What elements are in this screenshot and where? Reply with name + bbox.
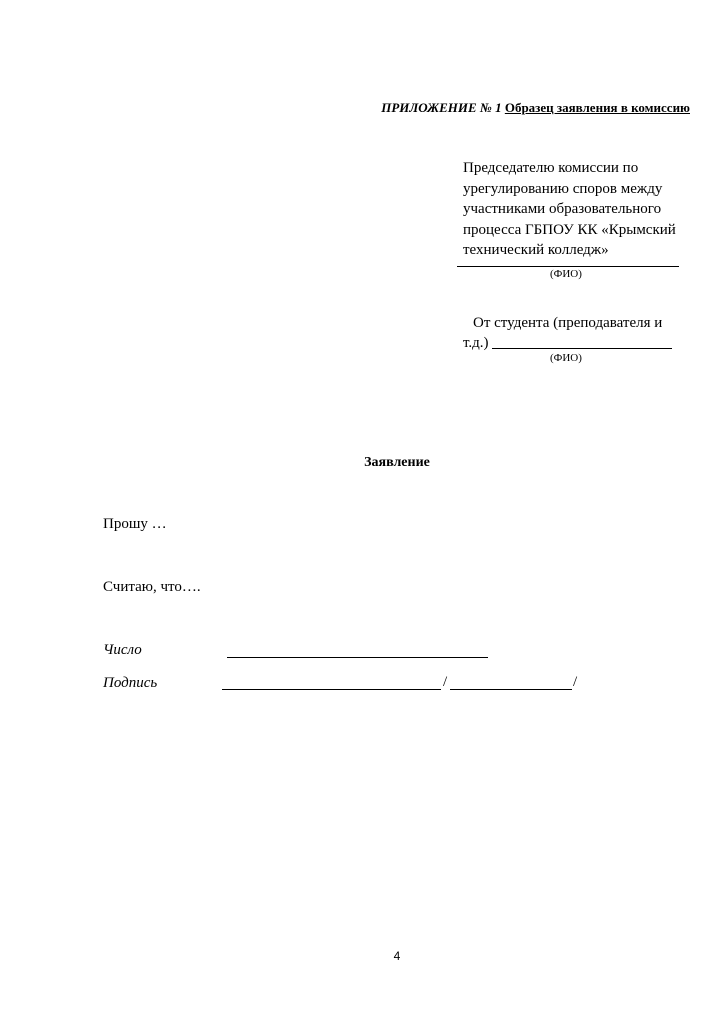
appendix-heading bbox=[381, 100, 690, 116]
appendix-prefix: ПРИЛОЖЕНИЕ № 1 bbox=[381, 100, 502, 115]
from-caption: (ФИО) bbox=[550, 352, 582, 364]
from-line-2: т.д.) bbox=[463, 335, 489, 351]
page-number: 4 bbox=[393, 949, 401, 963]
from-name-line bbox=[492, 348, 672, 349]
request-text: Прошу … bbox=[103, 516, 167, 532]
document-title: Заявление bbox=[364, 455, 430, 470]
signature-name-line bbox=[450, 689, 572, 690]
date-label: Число bbox=[103, 642, 142, 658]
date-line bbox=[227, 657, 488, 658]
addressee-block: Председателю комиссии по урегулированию споров между участниками образовательного процесса ГБПОУ КК «Крымский технический колледж» bbox=[463, 160, 676, 258]
signature-slash-1: / bbox=[443, 674, 448, 690]
signature-line bbox=[222, 689, 441, 690]
addressee-name-line bbox=[457, 266, 679, 267]
from-line-1: От студента (преподавателя и bbox=[473, 315, 663, 331]
from-block bbox=[463, 313, 683, 353]
consider-text: Считаю, что…. bbox=[103, 579, 201, 595]
appendix-title: Образец заявления в комиссию bbox=[504, 100, 690, 115]
signature-label: Подпись bbox=[103, 675, 158, 691]
signature-slash-2: / bbox=[573, 674, 578, 690]
addressee-caption: (ФИО) bbox=[550, 268, 582, 280]
